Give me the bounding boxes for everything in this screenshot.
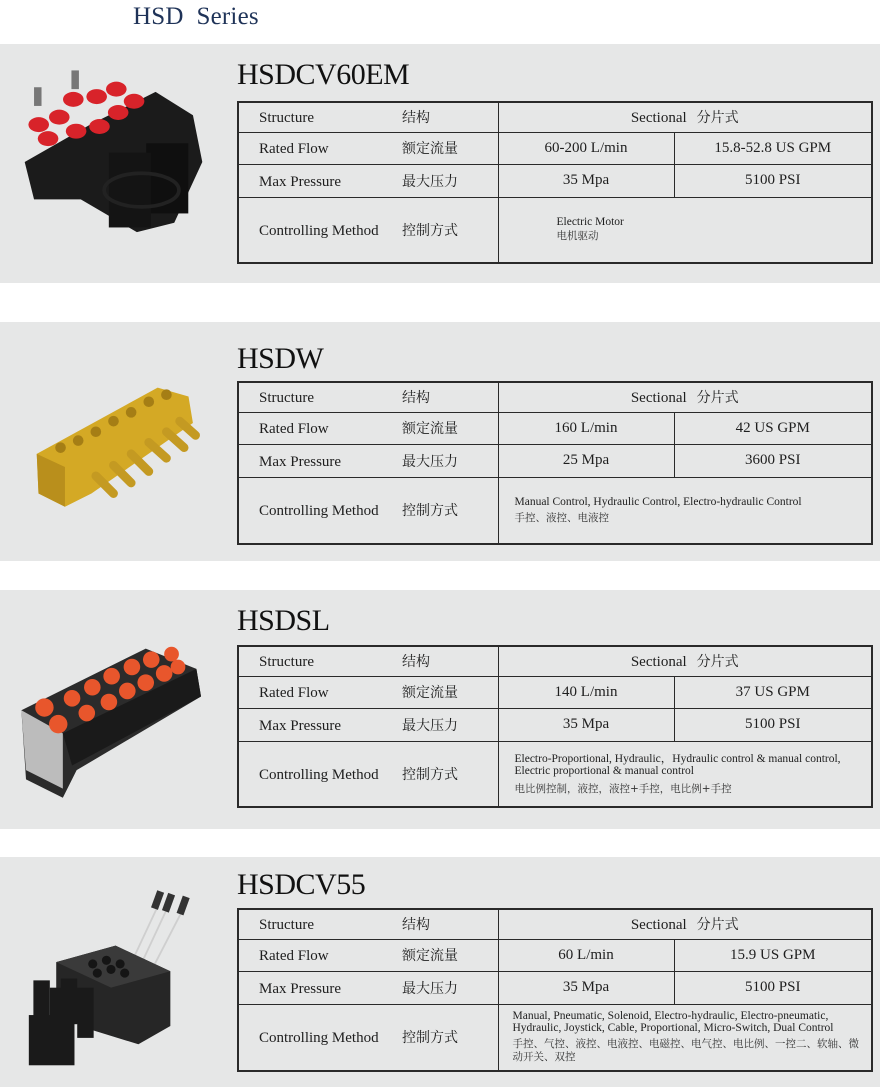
controlling-method-label-zh: 控制方式 — [402, 1030, 458, 1047]
max-pressure-imperial: 5100 PSI — [674, 971, 872, 1004]
spec-table — [237, 381, 873, 545]
structure-label-en: Structure — [259, 390, 314, 407]
structure-label-zh: 结构 — [402, 110, 430, 127]
controlling-method-label-zh: 控制方式 — [402, 503, 458, 520]
structure-value-zh: 分片式 — [696, 654, 739, 671]
product-section-hsdcv55 — [0, 857, 880, 1087]
structure-value-zh: 分片式 — [696, 390, 739, 407]
section-divider — [0, 283, 880, 322]
valve-black-red-caps-icon — [6, 58, 221, 238]
spec-row-max-pressure — [238, 164, 872, 197]
controlling-method-en: Electric Motor — [556, 215, 624, 228]
rated-flow-imperial: 15.9 US GPM — [674, 939, 872, 971]
rated-flow-label-en: Rated Flow — [259, 141, 329, 157]
structure-label-en: Structure — [259, 654, 314, 671]
page-title: HSD Series — [133, 3, 259, 30]
spec-row-rated-flow — [238, 412, 872, 444]
spec-table — [237, 908, 873, 1072]
spec-row-structure — [238, 382, 872, 412]
product-section-hsdcv60em — [0, 44, 880, 283]
max-pressure-label-zh: 最大压力 — [402, 173, 458, 190]
rated-flow-metric: 140 L/min — [498, 676, 674, 708]
spec-row-controlling-method — [238, 1004, 872, 1071]
rated-flow-imperial: 15.8-52.8 US GPM — [674, 132, 872, 164]
rated-flow-metric: 60-200 L/min — [498, 132, 674, 164]
structure-label-zh: 结构 — [402, 917, 430, 934]
max-pressure-metric: 35 Mpa — [498, 971, 674, 1004]
max-pressure-label-en: Max Pressure — [259, 173, 342, 190]
rated-flow-label-zh: 额定流量 — [402, 141, 458, 157]
controlling-method-label-zh: 控制方式 — [402, 222, 458, 239]
spec-row-controlling-method — [238, 477, 872, 544]
rated-flow-label-zh: 额定流量 — [402, 421, 458, 437]
structure-value-en: Sectional — [630, 917, 687, 934]
product-image-hsdcv55 — [6, 879, 216, 1079]
spec-table — [237, 101, 873, 264]
spec-row-structure — [238, 909, 872, 939]
spec-row-controlling-method — [238, 741, 872, 807]
spec-row-rated-flow — [238, 132, 872, 164]
product-image-hsdw — [6, 370, 221, 520]
structure-label-en: Structure — [259, 917, 314, 934]
product-section-hsdsl — [0, 590, 880, 829]
max-pressure-label-en: Max Pressure — [259, 980, 342, 997]
rated-flow-metric: 160 L/min — [498, 412, 674, 444]
rated-flow-label-en: Rated Flow — [259, 948, 329, 964]
controlling-method-en: Manual, Pneumatic, Solenoid, Electro-hydraulic, Electro-pneumatic, Hydraulic, Joystick, Cable, Proportional, Micro-Switch, Dual Control — [512, 1010, 834, 1035]
spec-table — [237, 645, 873, 808]
max-pressure-label-zh: 最大压力 — [402, 717, 458, 734]
controlling-method-zh: 手控、气控、液控、电液控、电磁控、电气控、电比例、一控二、软轴、微动开关、双控 — [512, 1038, 859, 1064]
controlling-method-zh: 电比例控制，液控，液控+手控，电比例+手控 — [514, 782, 732, 795]
controlling-method-label-zh: 控制方式 — [402, 766, 458, 783]
max-pressure-metric: 35 Mpa — [498, 164, 674, 197]
section-divider — [0, 561, 880, 590]
structure-label-zh: 结构 — [402, 654, 430, 671]
max-pressure-label-zh: 最大压力 — [402, 453, 458, 470]
structure-value-en: Sectional — [630, 654, 687, 671]
controlling-method-zh: 电机驱动 — [556, 229, 599, 242]
rated-flow-imperial: 37 US GPM — [674, 676, 872, 708]
max-pressure-imperial: 5100 PSI — [674, 708, 872, 741]
controlling-method-label-en: Controlling Method — [259, 503, 379, 520]
controlling-method-label-en: Controlling Method — [259, 222, 379, 239]
controlling-method-zh: 手控、液控、电液控 — [514, 512, 609, 525]
rated-flow-label-en: Rated Flow — [259, 421, 329, 437]
product-name: HSDCV60EM — [237, 58, 410, 91]
max-pressure-label-en: Max Pressure — [259, 453, 342, 470]
spec-row-max-pressure — [238, 971, 872, 1004]
max-pressure-imperial: 5100 PSI — [674, 164, 872, 197]
structure-value-zh: 分片式 — [696, 917, 739, 934]
max-pressure-imperial: 3600 PSI — [674, 444, 872, 477]
max-pressure-metric: 35 Mpa — [498, 708, 674, 741]
structure-label-en: Structure — [259, 110, 314, 127]
spec-row-structure — [238, 646, 872, 676]
structure-value-zh: 分片式 — [696, 110, 739, 127]
spec-row-rated-flow — [238, 939, 872, 971]
product-section-hsdw — [0, 322, 880, 561]
controlling-method-en: Manual Control, Hydraulic Control, Electro-hydraulic Control — [514, 496, 802, 509]
spec-row-controlling-method — [238, 197, 872, 263]
section-divider — [0, 829, 880, 857]
structure-label-zh: 结构 — [402, 390, 430, 407]
spec-row-rated-flow — [238, 676, 872, 708]
product-name: HSDSL — [237, 604, 330, 637]
controlling-method-label-en: Controlling Method — [259, 766, 379, 783]
max-pressure-label-zh: 最大压力 — [402, 980, 458, 997]
valve-black-levers-icon — [6, 879, 216, 1079]
spec-row-max-pressure — [238, 444, 872, 477]
valve-black-orange-caps-icon — [6, 632, 221, 807]
product-name: HSDCV55 — [237, 868, 366, 901]
structure-value-en: Sectional — [630, 110, 687, 127]
product-image-hsdcv60em — [6, 58, 221, 238]
product-name: HSDW — [237, 342, 324, 375]
product-image-hsdsl — [6, 632, 221, 807]
max-pressure-metric: 25 Mpa — [498, 444, 674, 477]
rated-flow-metric: 60 L/min — [498, 939, 674, 971]
rated-flow-label-zh: 额定流量 — [402, 948, 458, 964]
rated-flow-imperial: 42 US GPM — [674, 412, 872, 444]
rated-flow-label-en: Rated Flow — [259, 685, 329, 701]
spec-row-structure — [238, 102, 872, 132]
max-pressure-label-en: Max Pressure — [259, 717, 342, 734]
structure-value-en: Sectional — [630, 390, 687, 407]
valve-yellow-icon — [6, 370, 221, 520]
rated-flow-label-zh: 额定流量 — [402, 685, 458, 701]
controlling-method-label-en: Controlling Method — [259, 1030, 379, 1047]
spec-row-max-pressure — [238, 708, 872, 741]
controlling-method-en: Electro-Proportional, Hydraulic，Hydraulic control & manual control, Electric proportional & manual control — [514, 752, 841, 777]
page-header — [0, 0, 880, 44]
